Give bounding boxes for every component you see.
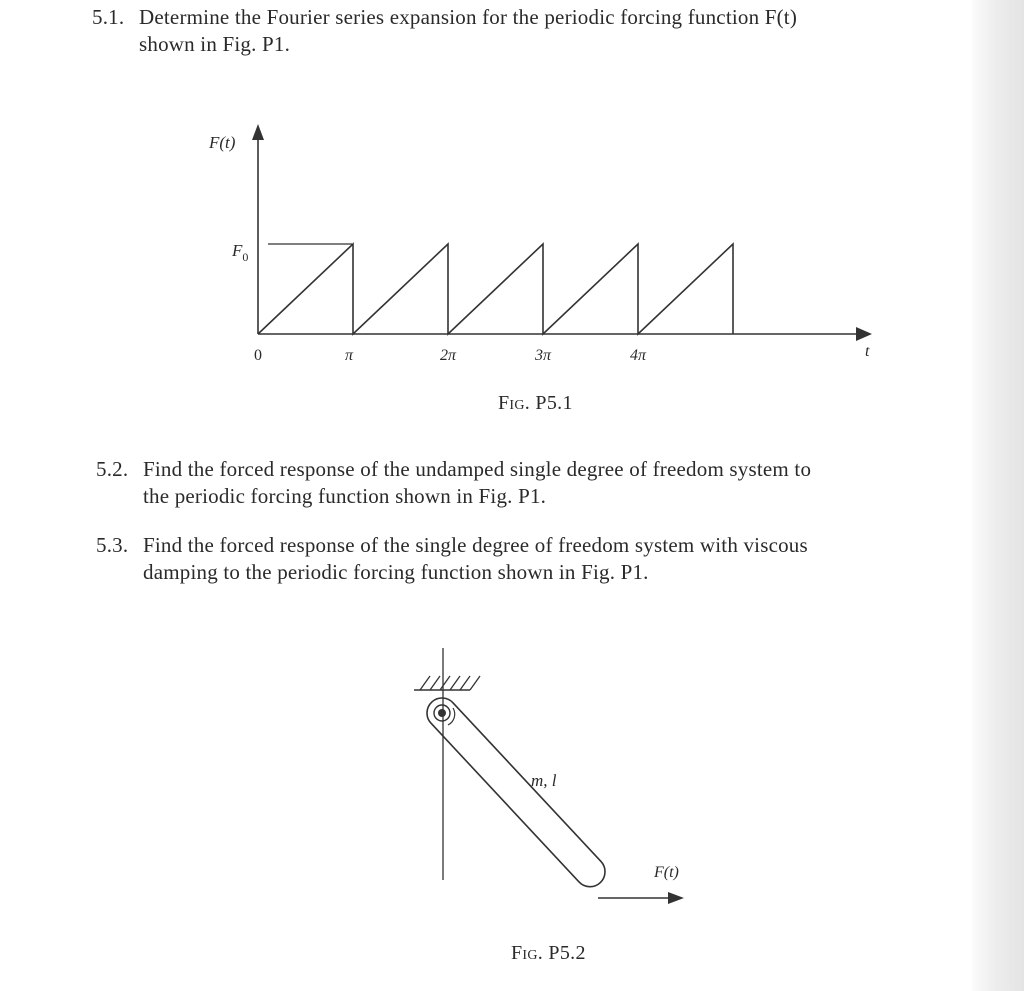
sawtooth-series: [258, 244, 733, 334]
problem-number: 5.3.: [96, 533, 129, 557]
force-label: F(t): [654, 864, 679, 881]
pivot-pin: [438, 709, 446, 717]
x-axis-arrowhead: [856, 327, 872, 341]
bar-label: m, l: [531, 771, 557, 790]
amplitude-label: $F_0$: [232, 241, 249, 264]
rigid-bar: [421, 692, 611, 893]
x-tick-label: 2π: [440, 347, 457, 364]
x-tick-label: 0: [254, 347, 262, 364]
problem-text-line2: damping to the periodic forcing function shown in Fig. P1.: [143, 560, 649, 584]
x-axis-label: t: [865, 343, 870, 360]
figure-p5-1-caption: Fig. P5.1: [498, 392, 573, 414]
ceiling-hatching: [420, 676, 480, 690]
problem-text-line1: Find the forced response of the undamped single degree of freedom system to: [143, 457, 812, 481]
problem-text-line2: the periodic forcing function shown in Fig. P1.: [143, 484, 547, 508]
x-tick-labels: [254, 347, 647, 364]
figure-p5-2-drawing: [414, 648, 684, 904]
figure-p5-2-caption: Fig. P5.2: [511, 942, 586, 964]
sawtooth-line: [258, 244, 733, 334]
problem-number: 5.1.: [92, 5, 125, 29]
y-axis-arrowhead: [252, 124, 264, 140]
force-arrowhead: [668, 892, 684, 904]
problem-text-line2: shown in Fig. P1.: [139, 32, 291, 56]
problem-number: 5.2.: [96, 457, 129, 481]
x-tick-label: 4π: [630, 347, 647, 364]
problem-5-3: [96, 532, 956, 586]
problem-text-line1: Find the forced response of the single degree of freedom system with viscous: [143, 533, 808, 557]
y-axis-label: F(t): [209, 133, 236, 152]
x-tick-label: π: [345, 347, 354, 364]
x-tick-label: 3π: [535, 347, 552, 364]
problem-5-2: [96, 456, 956, 510]
problem-text-line1: Determine the Fourier series expansion for the periodic forcing function F(t): [139, 5, 798, 29]
